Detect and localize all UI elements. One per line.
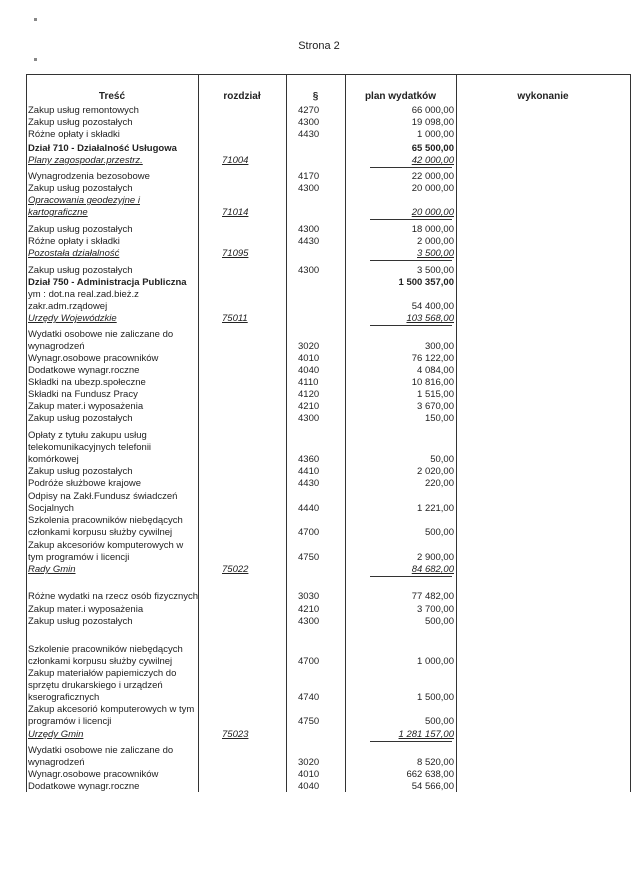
cell-plan: 76 122,00 [411, 353, 454, 364]
cell-plan: 65 500,00 [411, 143, 454, 154]
cell-tresc: Zakup materiałów papiemiczych do [28, 668, 177, 679]
cell-paragraf: 4270 [298, 105, 320, 116]
cell-tresc: Dodatkowe wynagr.roczne [28, 365, 140, 376]
cell-plan: 77 482,00 [411, 591, 454, 602]
cell-paragraf: 4040 [298, 781, 320, 792]
cell-plan: 84 682,00 [411, 564, 454, 575]
cell-tresc: Pozostała działalność [28, 248, 120, 259]
cell-paragraf: 4110 [298, 377, 319, 388]
cell-tresc: Dział 750 - Administracja Publiczna [28, 277, 187, 288]
page-label: Strona 2 [298, 40, 340, 52]
column-divider [26, 74, 27, 792]
cell-tresc: Urzędy Wojewódzkie [28, 313, 117, 324]
cell-tresc: programów i licencji [28, 716, 112, 727]
cell-rozdzial: 75023 [222, 729, 249, 740]
cell-tresc: Wynagr.osobowe pracowników [28, 353, 159, 364]
cell-plan: 1 000,00 [417, 656, 454, 667]
column-divider [630, 74, 631, 792]
scan-speck [34, 18, 37, 21]
cell-plan: 50,00 [430, 454, 454, 465]
cell-tresc: Podróże służbowe krajowe [28, 478, 142, 489]
cell-paragraf: 4040 [298, 365, 320, 376]
cell-tresc: Opracowania geodezyjne i [28, 195, 140, 206]
cell-paragraf: 4430 [298, 129, 320, 140]
cell-tresc: Szkolenie pracowników niebędących [28, 644, 183, 655]
cell-paragraf: 4300 [298, 183, 320, 194]
cell-tresc: wynagrodzeń [28, 757, 85, 768]
cell-tresc: Plany zagospodar.przestrz. [28, 155, 143, 166]
cell-tresc: Zakup usług pozostałych [28, 466, 133, 477]
cell-plan: 8 520,00 [417, 757, 454, 768]
cell-plan: 10 816,00 [411, 377, 454, 388]
cell-paragraf: 4300 [298, 265, 320, 276]
column-divider [286, 74, 287, 792]
cell-rozdzial: 71095 [222, 248, 249, 259]
cell-plan: 500,00 [424, 716, 454, 727]
cell-plan: 1 500 357,00 [398, 277, 454, 288]
cell-tresc: członkami korpusu służby cywilnej [28, 527, 173, 538]
cell-paragraf: 4360 [298, 454, 320, 465]
cell-paragraf: 4300 [298, 413, 320, 424]
cell-tresc: Wydatki osobowe nie zaliczane do [28, 329, 174, 340]
cell-plan: 3 700,00 [417, 604, 454, 615]
cell-tresc: Zakup usług pozostałych [28, 265, 133, 276]
cell-tresc: Rady Gmin [28, 564, 76, 575]
cell-plan: 4 084,00 [417, 365, 454, 376]
cell-rozdzial: 75022 [222, 564, 249, 575]
cell-plan: 1 221,00 [417, 503, 454, 514]
cell-tresc: sprzętu drukarskiego i urządzeń [28, 680, 163, 691]
cell-plan: 3 670,00 [417, 401, 454, 412]
scan-speck [34, 58, 37, 61]
cell-tresc: Zakup usług remontowych [28, 105, 139, 116]
cell-tresc: Składki na ubezp.społeczne [28, 377, 146, 388]
header-plan: plan wydatków [364, 91, 437, 102]
cell-tresc: Zakup usług pozostałych [28, 117, 133, 128]
cell-plan: 22 000,00 [411, 171, 454, 182]
cell-plan: 1 000,00 [417, 129, 454, 140]
cell-paragraf: 4210 [298, 401, 320, 412]
cell-paragraf: 3020 [298, 341, 320, 352]
cell-tresc: komórkowej [28, 454, 79, 465]
subtotal-underline [370, 741, 452, 742]
cell-paragraf: 4750 [298, 716, 320, 727]
subtotal-underline [370, 219, 452, 220]
cell-tresc: kserograficznych [28, 692, 100, 703]
cell-tresc: Składki na Fundusz Pracy [28, 389, 138, 400]
cell-tresc: Zakup akcesoriów komputerowych w [28, 540, 184, 551]
cell-plan: 500,00 [424, 527, 454, 538]
cell-tresc: Zakup usług pozostałych [28, 616, 133, 627]
cell-paragraf: 4300 [298, 117, 320, 128]
cell-tresc: ym : dot.na real.zad.bież.z [28, 289, 139, 300]
cell-tresc: Opłaty z tytułu zakupu usług [28, 430, 147, 441]
cell-tresc: Różne opłaty i składki [28, 236, 120, 247]
cell-paragraf: 4170 [298, 171, 320, 182]
cell-tresc: Zakup usług pozostałych [28, 224, 133, 235]
cell-plan: 220,00 [424, 478, 454, 489]
cell-paragraf: 4210 [298, 604, 320, 615]
cell-tresc: Zakup usług pozostałych [28, 183, 133, 194]
cell-plan: 1 500,00 [417, 692, 454, 703]
cell-tresc: Zakup mater.i wyposażenia [28, 401, 144, 412]
cell-tresc: Wynagr.osobowe pracowników [28, 769, 159, 780]
cell-paragraf: 4410 [298, 466, 320, 477]
cell-tresc: wynagrodzeń [28, 341, 85, 352]
cell-tresc: Różne opłaty i składki [28, 129, 120, 140]
cell-paragraf: 4300 [298, 224, 320, 235]
cell-paragraf: 4430 [298, 236, 320, 247]
cell-plan: 42 000,00 [411, 155, 454, 166]
cell-plan: 19 098,00 [411, 117, 454, 128]
cell-paragraf: 4700 [298, 527, 320, 538]
cell-tresc: Odpisy na Zakł.Fundusz świadczeń [28, 491, 178, 502]
cell-plan: 54 400,00 [411, 301, 454, 312]
header-rozdzial: rozdział [223, 91, 261, 102]
cell-paragraf: 4700 [298, 656, 320, 667]
subtotal-underline [370, 260, 452, 261]
cell-tresc: członkami korpusu służby cywilnej [28, 656, 173, 667]
cell-plan: 2 020,00 [417, 466, 454, 477]
cell-rozdzial: 71004 [222, 155, 249, 166]
cell-plan: 662 638,00 [406, 769, 454, 780]
cell-paragraf: 4740 [298, 692, 320, 703]
cell-rozdzial: 71014 [222, 207, 249, 218]
header-wykonanie: wykonanie [517, 91, 569, 102]
subtotal-underline [370, 325, 452, 326]
cell-tresc: telekomunikacyjnych telefonii [28, 442, 152, 453]
subtotal-underline [370, 576, 452, 577]
cell-paragraf: 3030 [298, 591, 320, 602]
cell-paragraf: 4440 [298, 503, 320, 514]
header-tresc: Treść [98, 91, 126, 102]
cell-plan: 18 000,00 [411, 224, 454, 235]
cell-tresc: Zakup mater.i wyposażenia [28, 604, 144, 615]
cell-tresc: Dział 710 - Działalność Usługowa [28, 143, 177, 154]
cell-plan: 1 515,00 [417, 389, 454, 400]
cell-tresc: Różne wydatki na rzecz osób fizycznych [28, 591, 199, 602]
cell-tresc: Wynagrodzenia bezosobowe [28, 171, 150, 182]
cell-plan: 103 568,00 [406, 313, 454, 324]
cell-plan: 150,00 [424, 413, 454, 424]
cell-plan: 300,00 [424, 341, 454, 352]
cell-paragraf: 4750 [298, 552, 320, 563]
cell-tresc: Szkolenia pracowników niebędących [28, 515, 183, 526]
subtotal-underline [370, 167, 452, 168]
cell-tresc: tym programów i licencji [28, 552, 130, 563]
cell-paragraf: 3020 [298, 757, 320, 768]
header-paragraf: § [312, 91, 319, 102]
cell-paragraf: 4010 [298, 353, 320, 364]
cell-plan: 3 500,00 [417, 248, 454, 259]
cell-tresc: Wydatki osobowe nie zaliczane do [28, 745, 174, 756]
cell-tresc: kartograficzne [28, 207, 88, 218]
cell-plan: 500,00 [424, 616, 454, 627]
cell-paragraf: 4430 [298, 478, 320, 489]
cell-paragraf: 4010 [298, 769, 320, 780]
cell-tresc: Socjalnych [28, 503, 74, 514]
cell-tresc: Urzędy Gmin [28, 729, 84, 740]
cell-plan: 2 900,00 [417, 552, 454, 563]
cell-tresc: Zakup akcesorió komputerowych w tym [28, 704, 195, 715]
column-divider [456, 74, 457, 792]
cell-rozdzial: 75011 [222, 313, 248, 324]
cell-tresc: Zakup usług pozostałych [28, 413, 133, 424]
cell-tresc: Dodatkowe wynagr.roczne [28, 781, 140, 792]
cell-plan: 20 000,00 [411, 183, 454, 194]
cell-plan: 3 500,00 [417, 265, 454, 276]
cell-paragraf: 4300 [298, 616, 320, 627]
cell-plan: 1 281 157,00 [398, 729, 454, 740]
cell-paragraf: 4120 [298, 389, 320, 400]
cell-plan: 20 000,00 [411, 207, 454, 218]
cell-plan: 66 000,00 [411, 105, 454, 116]
cell-plan: 2 000,00 [417, 236, 454, 247]
cell-plan: 54 566,00 [411, 781, 454, 792]
cell-tresc: zakr.adm.rządowej [28, 301, 108, 312]
